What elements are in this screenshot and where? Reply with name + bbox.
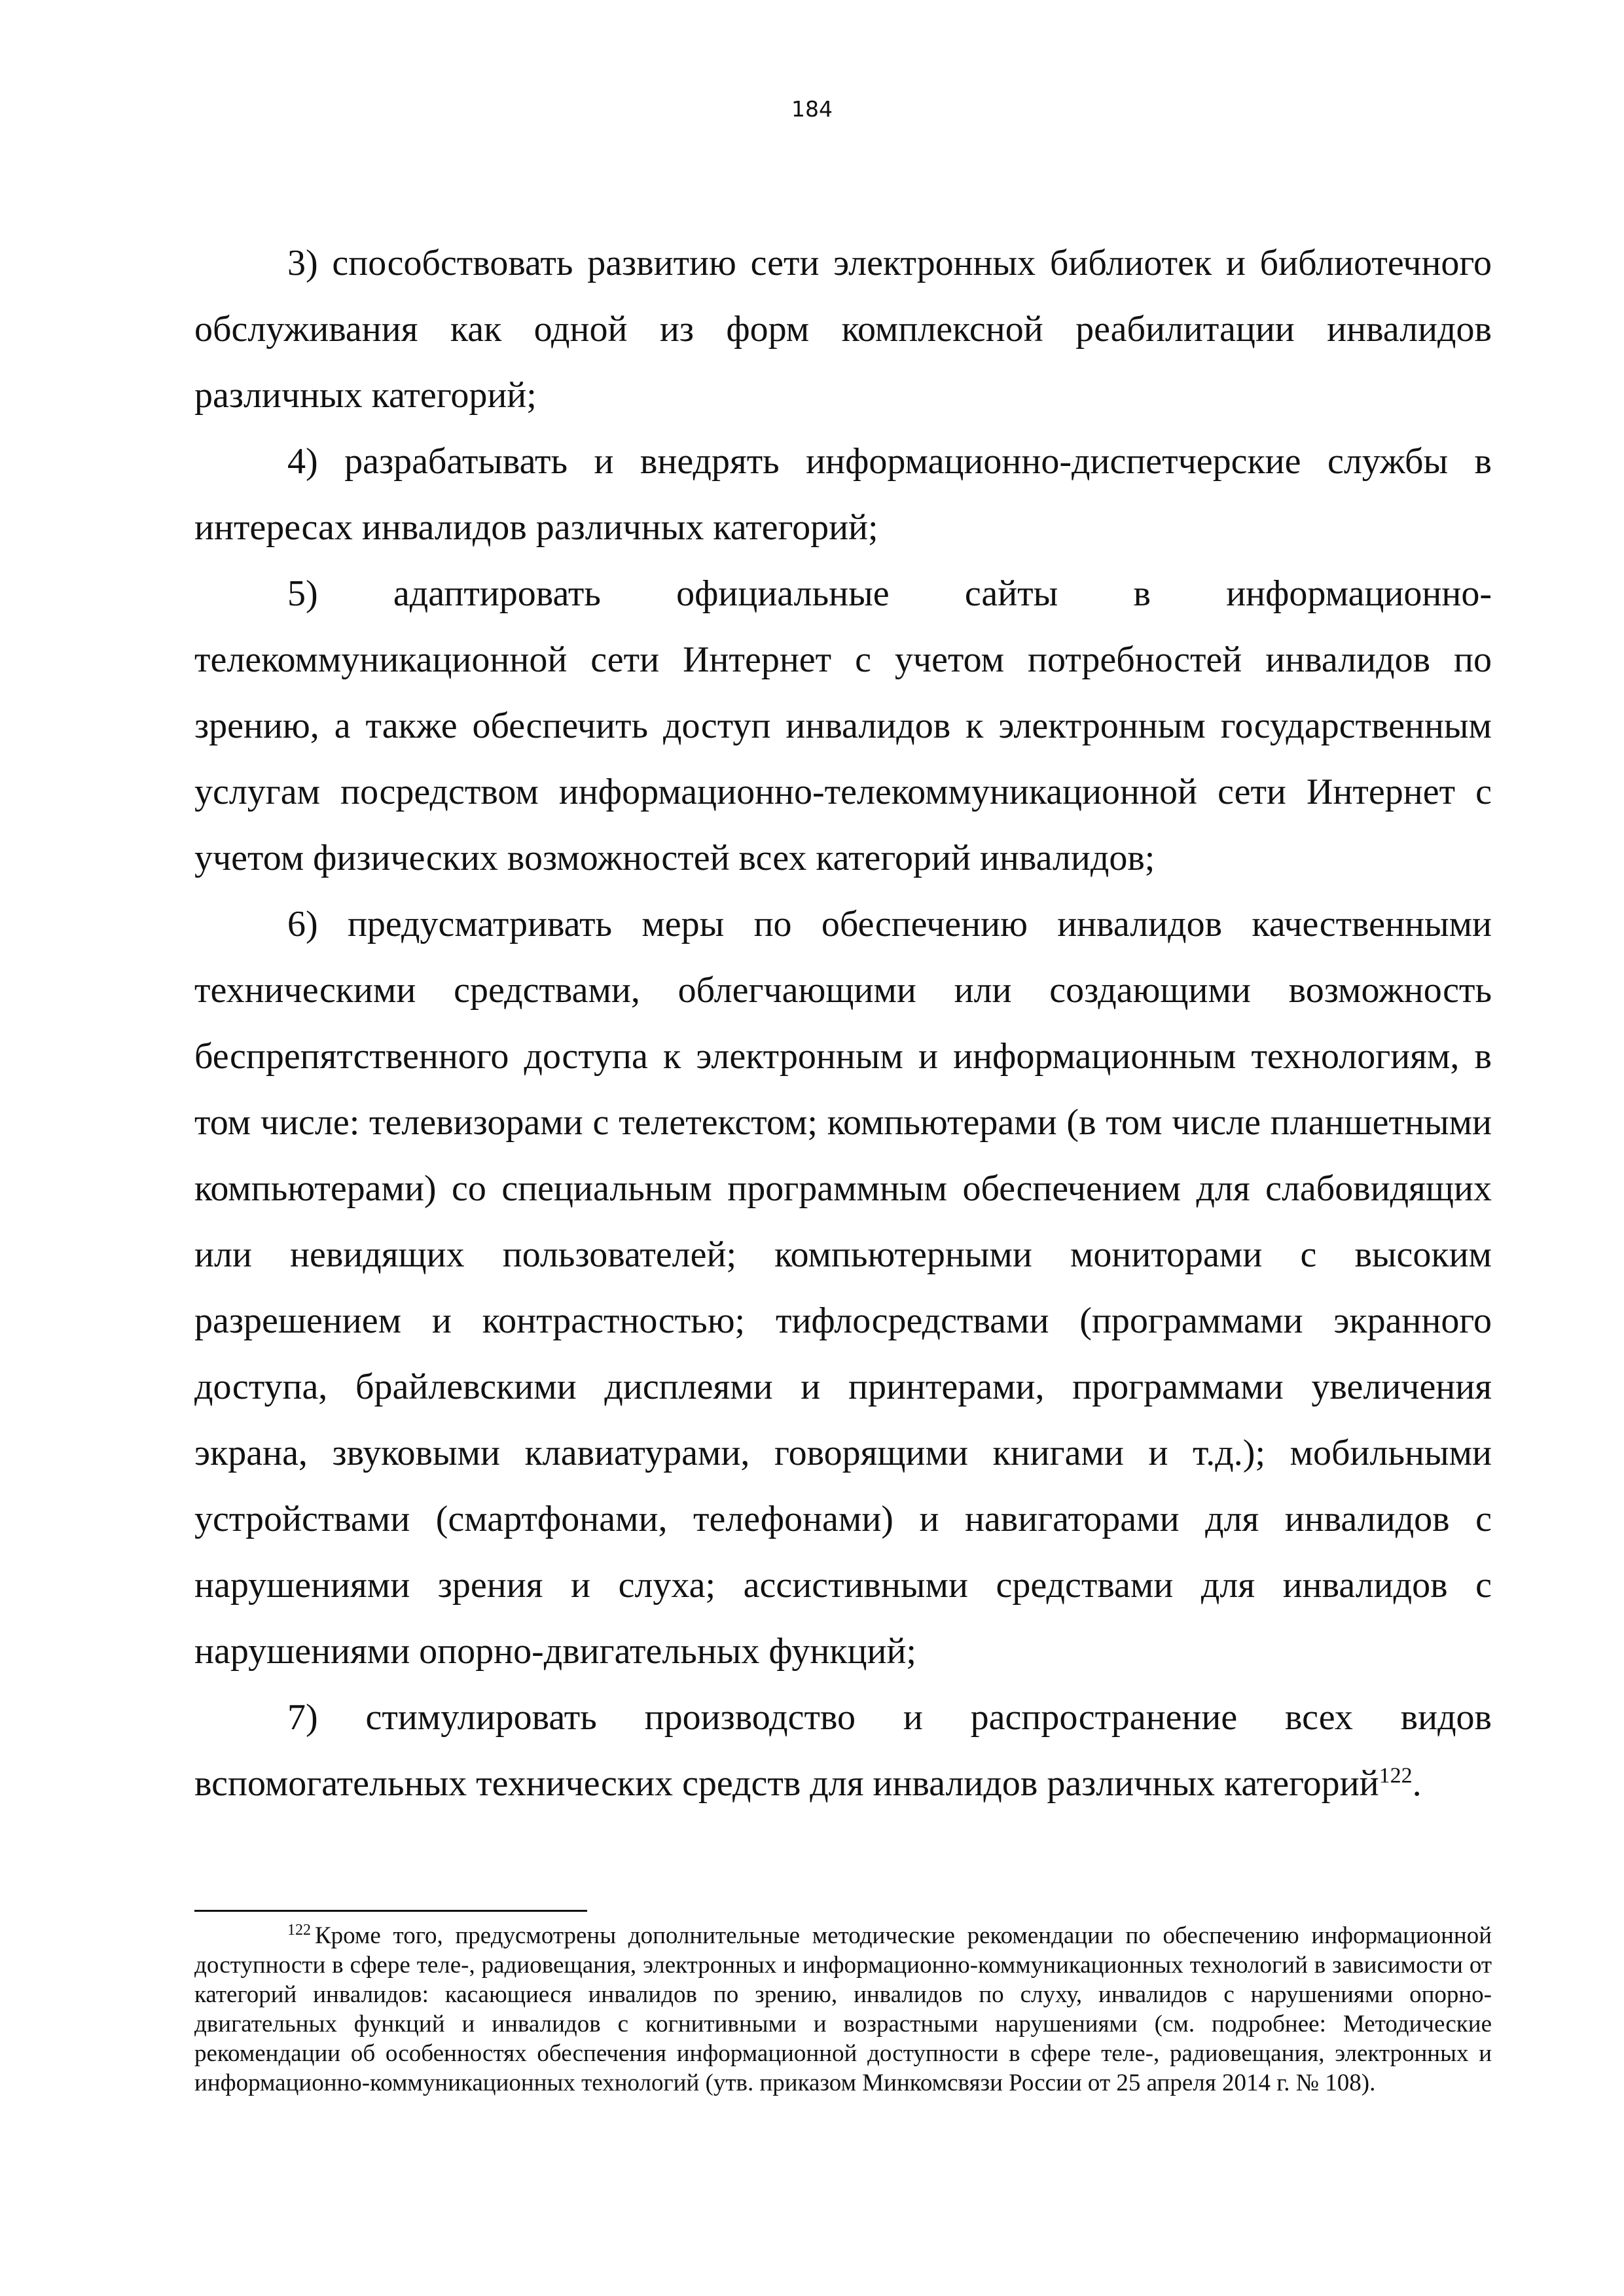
footnote xyxy=(194,1921,1492,2098)
footnote-text: Кроме того, предусмотрены дополнительные методические рекомендации по обеспечению информационной доступности в сфере теле-, радиовещания, электронных и информационно-коммуникационных технологий в зависимости от категорий инвалидов: касающиеся инвалидов по зрению, инвалидов по слуху, инвалидов с нарушениями опорно-двигательных функций и инвалидов с когнитивными и возрастными нарушениями (см. подробнее: Методические рекомендации об особенностях обеспечения информационной доступности в сфере теле-, радиовещания, электронных и информационно-коммуникационных технологий (утв. приказом Минкомсвязи России от 25 апреля 2014 г. № 108). xyxy=(194,1922,1492,2096)
footnote-reference[interactable]: 122 xyxy=(1379,1763,1413,1788)
list-item-7 xyxy=(194,1685,1492,1817)
list-item-7-text: 7) стимулировать производство и распространение всех видов вспомогательных технических средств для инвалидов различных категорий xyxy=(194,1697,1492,1804)
list-item-4: 4) разрабатывать и внедрять информационно-диспетчерские службы в интересах инвалидов различных категорий; xyxy=(194,441,1492,548)
page-number: 184 xyxy=(791,96,833,122)
list-item-3: 3) способствовать развитию сети электронных библиотек и библиотечного обслуживания как одной из форм комплексной реабилитации инвалидов различных категорий; xyxy=(194,243,1492,416)
list-item-5: 5) адаптировать официальные сайты в информационно-телекоммуникационной сети Интернет с учетом потребностей инвалидов по зрению, а также обеспечить доступ инвалидов к электронным государственным услугам посредством информационно-телекоммуникационной сети Интернет с учетом физических возможностей всех категорий инвалидов; xyxy=(194,573,1492,878)
list-item-7-trailing: . xyxy=(1412,1763,1422,1804)
footnote-separator xyxy=(194,1910,587,1912)
footnote-number: 122 xyxy=(287,1921,311,1939)
list-item-6: 6) предусматривать меры по обеспечению инвалидов качественными техническими средствами, облегчающими или создающими возможность беспрепятственного доступа к электронным и информационным технологиям, в том числе: телевизорами с телетекстом; компьютерами (в том числе планшетными компьютерами) со специальным программным обеспечением для слабовидящих или невидящих пользователей; компьютерными мониторами с высоким разрешением и контрастностью; тифлосредствами (программами экранного доступа, брайлевскими дисплеями и принтерами, программами увеличения экрана, звуковыми клавиатурами, говорящими книгами и т.д.); мобильными устройствами (смартфонами, телефонами) и навигаторами для инвалидов с нарушениями зрения и слуха; ассистивными средствами для инвалидов с нарушениями опорно-двигательных функций; xyxy=(194,904,1492,1672)
body-text xyxy=(194,230,1492,1817)
